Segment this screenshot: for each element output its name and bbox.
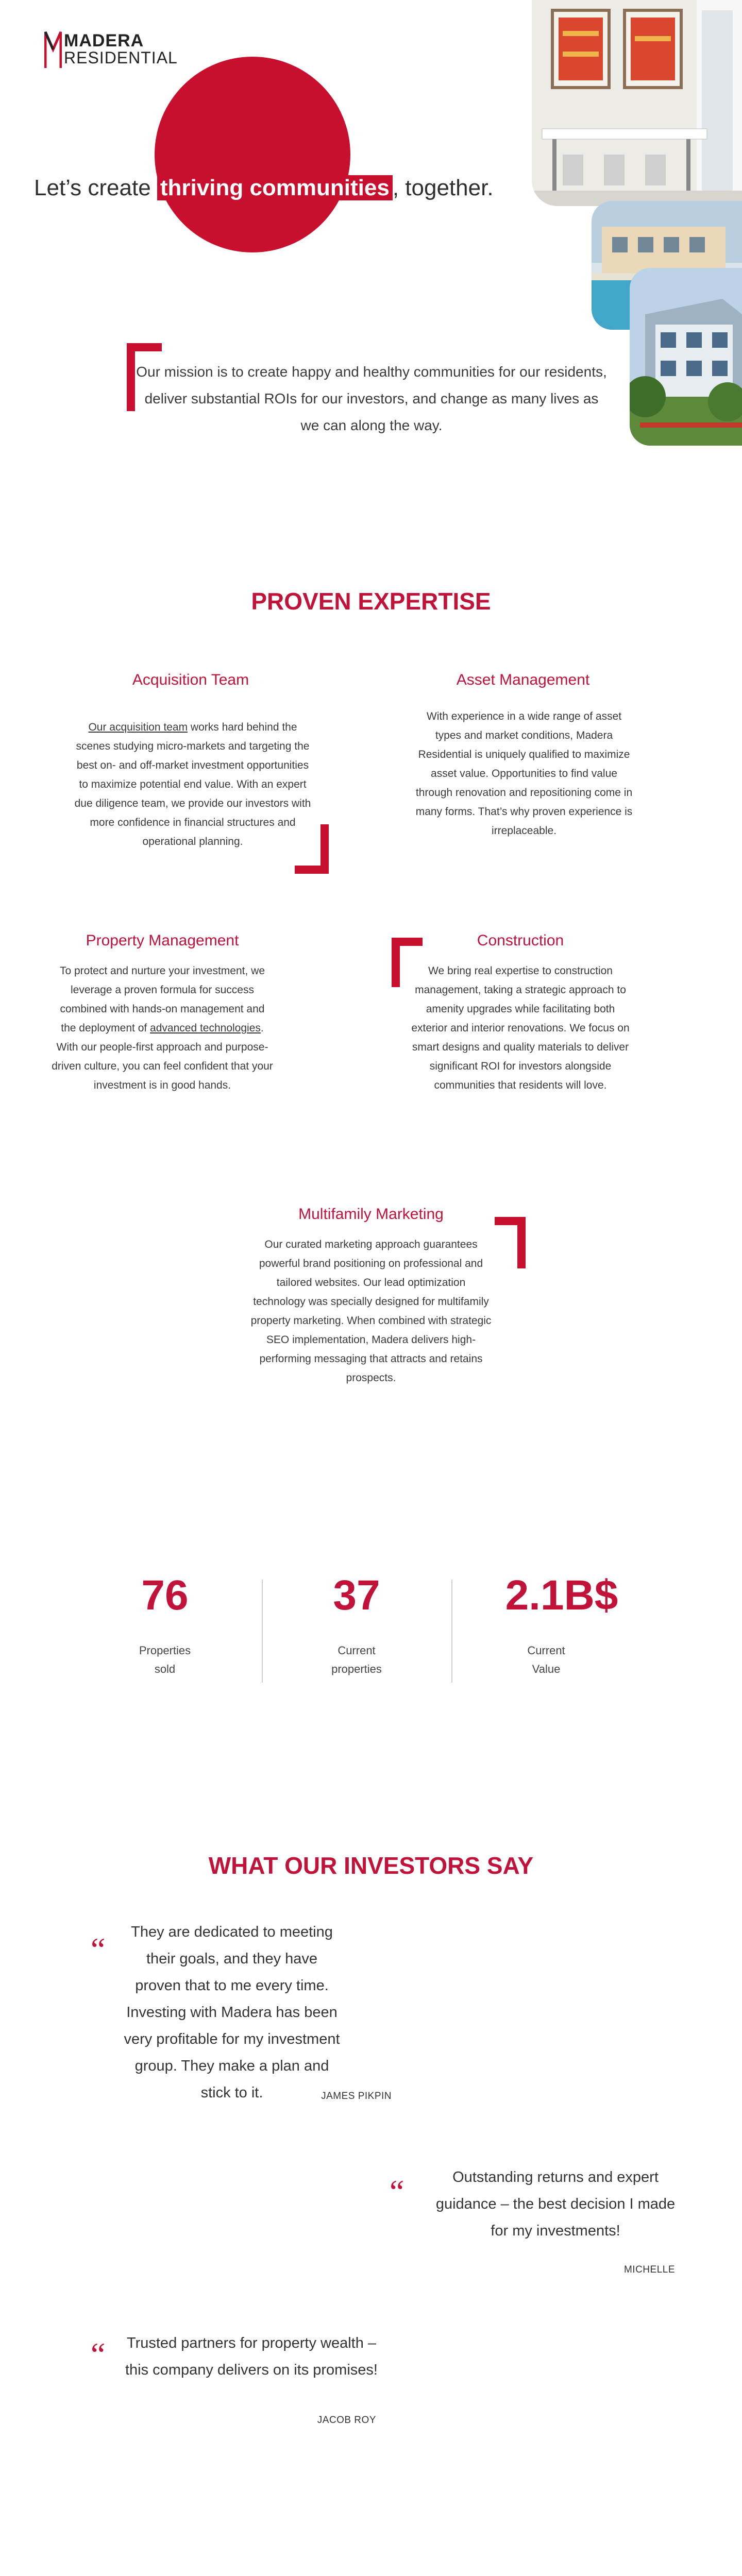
asset-body: With experience in a wide range of asset types and market conditions, Madera Residential is uniquely qualified to maximize asset value. Opportunities to find value through renovation and repositioning come in many forms. That’s why proven experience is irreplaceable. bbox=[415, 710, 633, 837]
acquisition-title: Acquisition Team bbox=[132, 671, 249, 688]
testimonial-1-name: JAMES PIKPIN bbox=[321, 2091, 392, 2102]
hero-photo-building bbox=[630, 268, 742, 446]
property-body bbox=[52, 961, 273, 1095]
stat-properties-sold-value: 76 bbox=[141, 1572, 189, 1619]
brand-logo[interactable] bbox=[44, 29, 178, 69]
expertise-title: PROVEN EXPERTISE bbox=[251, 588, 491, 615]
testimonial-3-text: Trusted partners for property wealth – this company delivers on its promises! bbox=[125, 2335, 378, 2378]
hero-photo-interior bbox=[532, 0, 742, 206]
hero-post: , together. bbox=[392, 175, 494, 200]
acquisition-body bbox=[74, 718, 311, 851]
testimonial-3-name: JACOB ROY bbox=[317, 2415, 376, 2426]
marketing-bracket bbox=[495, 1217, 526, 1268]
construction-body: We bring real expertise to construction management, taking a strategic approach to amenity upgrades while facilitating both exterior and interior renovations. We focus on smart designs and quality materials to deliver significant ROI for investors alongside communities that residents will love. bbox=[411, 965, 630, 1091]
testimonials-title: WHAT OUR INVESTORS SAY bbox=[208, 1852, 534, 1879]
quote-mark-icon: “ bbox=[390, 2173, 404, 2210]
stat-current-properties-label: Current properties bbox=[331, 1644, 382, 1675]
hero-highlight: thriving communities bbox=[157, 175, 393, 200]
mission-statement: Our mission is to create happy and healthy communities for our residents, deliver substantial ROIs for our investors, and change as many lives as we can along the way. bbox=[136, 364, 607, 433]
stat-properties-sold-label: Properties sold bbox=[139, 1644, 191, 1675]
brand-name-bottom: RESIDENTIAL bbox=[64, 48, 178, 67]
property-text-post: . With our people-first approach and purpose-driven culture, you can feel confident that your investment is in good hands. bbox=[52, 1022, 273, 1091]
testimonial-2-name: MICHELLE bbox=[623, 2264, 675, 2275]
marketing-title: Multifamily Marketing bbox=[298, 1206, 444, 1223]
acquisition-link[interactable]: Our acquisition team bbox=[88, 721, 188, 733]
stat-current-value-value: 2.1B$ bbox=[505, 1572, 618, 1619]
advanced-technologies-link[interactable]: advanced technologies bbox=[150, 1022, 261, 1034]
stat-divider-2 bbox=[451, 1580, 452, 1683]
hero-headline bbox=[34, 175, 494, 201]
marketing-body: Our curated marketing approach guarantees powerful brand positioning on professional and tailored websites. Our lead optimization technology was specially designed for multifamily property marketing. When combined with strategic SEO implementation, Madera delivers high-performing messaging that attracts and retains prospects. bbox=[250, 1239, 492, 1384]
acquisition-bracket bbox=[295, 824, 329, 874]
testimonial-1-text: They are dedicated to meeting their goals, and they have proven that to me every time. Investing with Madera has been very profitable for my investment group. They make a plan and stick to it. bbox=[124, 1924, 340, 2101]
stat-current-value-label: Current Value bbox=[527, 1644, 565, 1675]
madera-m-icon bbox=[44, 29, 62, 69]
quote-mark-icon: “ bbox=[91, 2336, 106, 2372]
asset-title: Asset Management bbox=[456, 671, 590, 688]
property-title: Property Management bbox=[86, 932, 239, 949]
hero-pre: Let’s create bbox=[34, 175, 157, 200]
quote-mark-icon: “ bbox=[91, 1931, 106, 1968]
brand-name-top: MADERA bbox=[64, 31, 144, 50]
construction-title: Construction bbox=[477, 932, 564, 949]
stat-current-properties-value: 37 bbox=[333, 1572, 380, 1619]
acquisition-text: works hard behind the scenes studying micro-markets and targeting the best on- and off-market investment opportunities to maximize potential end value. With an expert due diligence team, we provide our investors with more confidence in financial structures and operational planning. bbox=[74, 721, 311, 848]
hero-red-circle bbox=[155, 57, 350, 252]
stat-divider-1 bbox=[262, 1580, 263, 1683]
property-text-pre: To protect and nurture your investment, we leverage a proven formula for success combined with hands-on management and the deployment of bbox=[59, 965, 265, 1034]
testimonial-2-text: Outstanding returns and expert guidance – the best decision I made for my investments! bbox=[435, 2169, 676, 2239]
